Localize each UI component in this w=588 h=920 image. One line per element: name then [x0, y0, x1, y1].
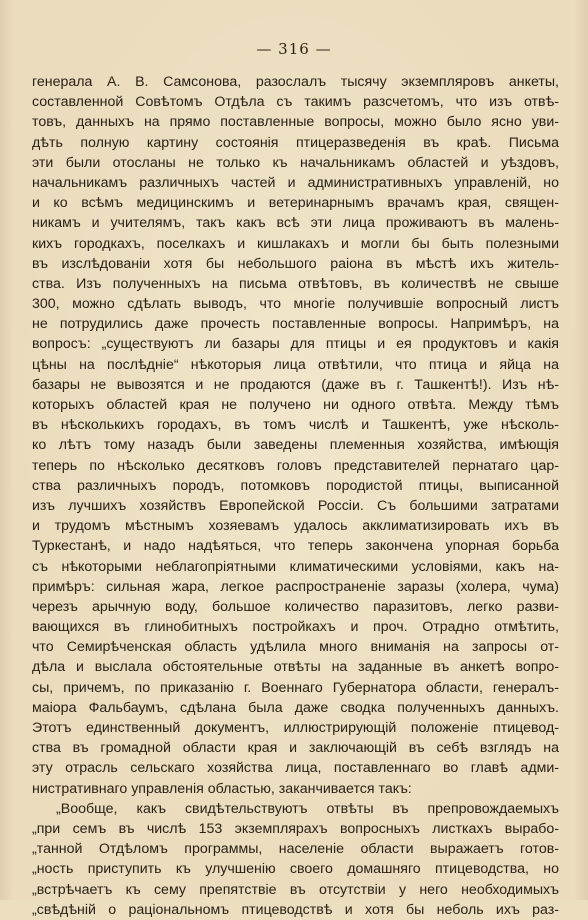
text-line: которыхъ областей края не получено ни одного отвѣта. Между тѣмъ [32, 397, 559, 413]
text-line: вающихся въ глинобитныхъ постройкахъ и проч. Отрадно отмѣтить, [32, 619, 559, 636]
text-line: вопросъ: „существуютъ ли базары для птицы и ея продуктовъ и какія [32, 336, 559, 353]
text-line: цѣны на послѣдніе“ нѣкоторыя лица отвѣтили, что птица и яйца на [32, 356, 559, 373]
text-line: дѣла и выслала обстоятельные отвѣты на заданные въ анкетѣ вопро- [32, 659, 559, 676]
text-line: ства. Изъ полученныхъ на письма отвѣтовъ, въ количествѣ не свыше [32, 275, 559, 292]
text-line: товъ, данныхъ на прямо поставленные вопросы, можно было ясно уви- [32, 114, 559, 131]
quote-line: „свѣдѣній о раціональномъ птицеводствѣ и хотя бы неболь ихъ раз- [32, 901, 559, 918]
text-line: и ко всѣмъ медицинскимъ и ветеринарнымъ врачамъ края, священ- [32, 195, 559, 212]
quote-line: „Вообще, какъ свидѣтельствуютъ отвѣты въ препровождаемыхъ [56, 800, 559, 817]
quote-line: „ность приступить къ улучшенію своего домашняго птицеводства, но [32, 861, 559, 878]
text-line: теперь по нѣсколько десятковъ головъ представителей пернатаго цар- [32, 457, 559, 474]
text-line: черезъ арычную воду, большое количество паразитовъ, легко разви- [32, 598, 559, 615]
text-line: что Семирѣченская область удѣлила много вниманія на запросы от- [32, 639, 559, 656]
text-line: съ нѣкоторыми неблагопріятными климатическими условіями, какъ на- [32, 558, 559, 575]
text-line: эту отрасль сельскаго хозяйства лица, поставленнаго во главѣ адми- [32, 760, 559, 777]
text-line: ства различныхъ породъ, потомковъ породистой птицы, выписанной [32, 477, 559, 494]
text-line: нистративнаго управленія областью, заканчивается такъ: [32, 780, 412, 797]
text-line: примѣръ: сильная жара, легкое распространеніе заразы (холера, чума) [32, 578, 559, 595]
text-line: въ нѣсколькихъ городахъ, въ томъ числѣ и Ташкентѣ, уже нѣсколь- [32, 417, 559, 434]
quote-line: „танной Отдѣломъ программы, населеніе области выражаетъ готов- [32, 841, 559, 858]
quote-line: „при семъ въ числѣ 153 экземплярахъ вопросныхъ листкахъ вырабо- [32, 820, 559, 837]
text-line: маіора Фальбаумъ, сдѣлана была даже сводка полученныхъ данныхъ. [32, 699, 559, 716]
text-line: ко лѣтъ тому назадъ были заведены племенныя хозяйства, имѣющія [32, 437, 559, 454]
text-line: сы, причемъ, по приказанію г. Военнаго Губернатора области, генералъ- [32, 679, 559, 696]
text-line: Туркестанѣ, и надо надѣяться, что теперь закончена упорная борьба [32, 538, 559, 555]
text-line: кихъ городкахъ, поселкахъ и кишлакахъ и могли бы быть полезными [32, 235, 559, 252]
text-line: ства въ громадной области края и заключающій въ себѣ взглядъ на [32, 740, 559, 757]
text-line: базары не вывозятся и не продаются (даже въ г. Ташкентѣ!). Изъ нѣ- [32, 376, 559, 393]
text-line: и трудомъ мѣстнымъ хозяевамъ удалось акклиматизировать ихъ въ [32, 518, 559, 535]
text-line: никамъ и учителямъ, такъ какъ всѣ эти лица проживаютъ въ малень- [32, 215, 559, 232]
text-line: генерала А. В. Самсонова, разослалъ тысячу экземпляровъ анкеты, [32, 74, 559, 90]
text-line: составленной Совѣтомъ Отдѣла съ такимъ разсчетомъ, что изъ отвѣ- [32, 94, 559, 111]
page-number: — 316 — [256, 40, 332, 58]
text-line: дѣть полную картину состоянія птицеразведенія въ краѣ. Письма [32, 134, 559, 151]
body-text [32, 72, 559, 920]
text-line: 300, можно сдѣлать выводъ, что многіе получившіе вопросный листъ [32, 296, 559, 313]
text-line: изъ лучшихъ хозяйствъ Европейской Россіи. Съ большими затратами [32, 497, 559, 514]
text-line: Этотъ единственный документъ, иллюстрирующій положеніе птицевод- [32, 720, 559, 736]
text-line: въ изслѣдованіи хотя бы небольшого раіона въ мѣстѣ ихъ житель- [32, 255, 559, 272]
text-line: эти были отосланы не только къ начальникамъ областей и уѣздовъ, [32, 154, 559, 171]
text-line: начальникамъ различныхъ частей и административныхъ управленій, но [32, 174, 559, 191]
text-line: не потрудились даже прочесть поставленные вопросы. Напримѣръ, на [32, 316, 559, 333]
quote-line: „встрѣчаетъ къ сему препятствіе въ отсутствіи у него необходимыхъ [32, 881, 559, 898]
